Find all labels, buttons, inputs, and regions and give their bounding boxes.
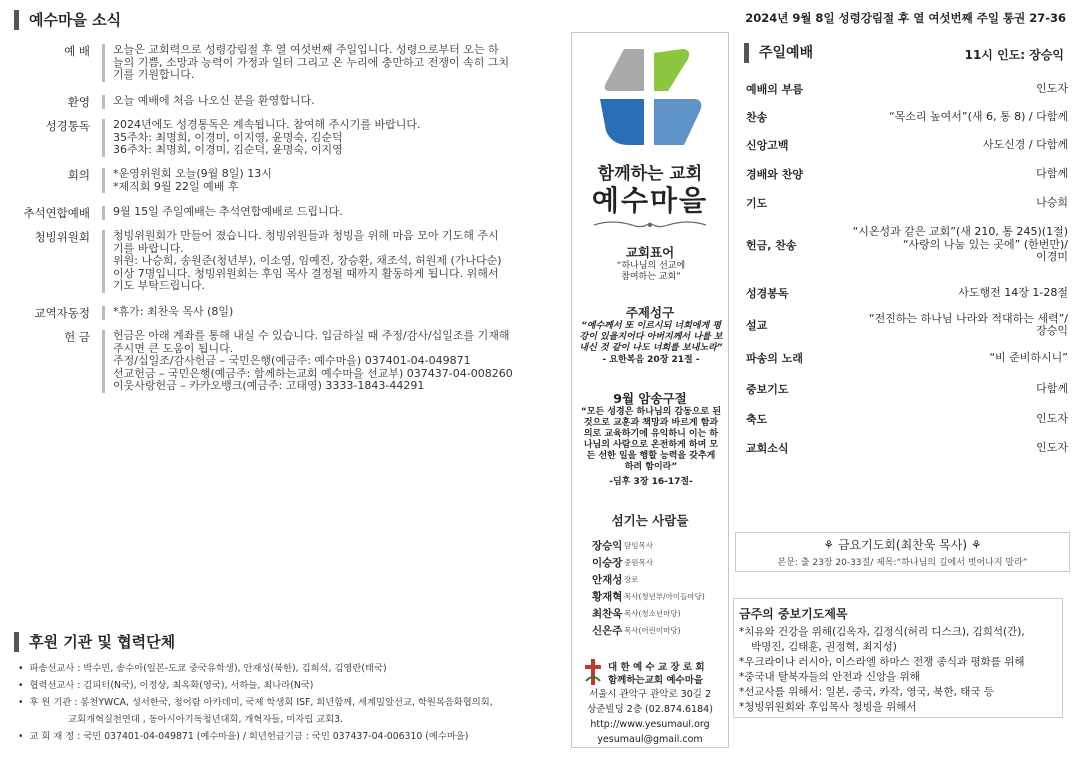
friday-prayer-sub: 본문: 출 23장 20-33절/ 제목:“하나님의 길에서 벗어나지 말라” <box>777 558 1028 568</box>
memory-verse-ref: -딤후 3장 16-17절- <box>609 477 693 487</box>
memory-verse-line: 나님의 사람으로 온전하게 하며 모 <box>583 440 719 450</box>
staff-list <box>592 537 722 639</box>
denomination-text <box>608 661 705 687</box>
prayer-item: *중국내 탈북자들의 안전과 신앙을 위해 <box>739 671 920 683</box>
worship-row <box>746 224 1068 266</box>
news-line: 기를 바랍니다. <box>113 241 184 255</box>
theme-verse-title: 주제성구 <box>625 305 675 320</box>
worship-item-value <box>1036 83 1068 96</box>
worship-value-line: 다함께 <box>1036 166 1068 180</box>
memory-verse-line: 것으로 교훈과 책망과 바르게 함과 <box>583 418 719 428</box>
news-item-search-committee <box>14 230 534 293</box>
worship-value-line: “시온성과 같은 교회”(새 210, 통 245)(1절) <box>852 225 1068 239</box>
worship-item-label: 찬송 <box>746 111 768 124</box>
staff-role: 담임목사 <box>624 541 653 550</box>
worship-section-title: 주일예배 <box>744 43 813 63</box>
worship-row <box>746 108 1068 126</box>
worship-value-line: 인도자 <box>1036 440 1068 454</box>
worship-value-line: 다함께 <box>1036 381 1068 395</box>
news-body <box>102 44 534 82</box>
sponsor-item: • 교 회 재 정 : 국민 037401-04-049871 (예수마을) / 희년헌금기금 : 국민 037437-04-006310 (예수마을) <box>18 728 538 745</box>
worship-item-value <box>1036 168 1068 181</box>
news-body <box>102 330 534 393</box>
news-line: 주정/십일조/감사헌금 – 국민은행(예금주: 예수마을) 037401-04-049871 <box>113 354 471 367</box>
news-body <box>102 168 534 193</box>
denomination <box>584 659 720 688</box>
news-line: 이상 7명입니다. 청빙위원회는 후임 목사 결정될 때까지 활동하게 됩니다. 위해서 <box>113 266 499 280</box>
worship-item-label: 기도 <box>746 197 768 210</box>
memory-verse-line: 하려 함이라” <box>624 462 678 472</box>
motto-line: 참여하는 교회” <box>621 272 681 282</box>
worship-item-label: 헌금, 찬송 <box>746 239 797 252</box>
news-line: 35주차: 최명희, 이경미, 이지영, 윤명숙, 김순덕 <box>113 130 343 144</box>
worship-value-line: 이경미 <box>1036 250 1068 264</box>
worship-value-line: 인도자 <box>1036 81 1068 95</box>
worship-value-line: 나승희 <box>1036 195 1068 209</box>
news-line: *운영위원회 오늘(9월 8일) 13시 <box>113 167 272 180</box>
news-line: *휴가: 최찬욱 목사 (8일) <box>113 305 234 318</box>
news-label: 회의 <box>67 168 90 182</box>
worship-item-label: 축도 <box>746 413 768 426</box>
prayer-item: *치유와 건강을 위해(김옥자, 김정식(허리 디스크), 김희석(간), <box>739 626 1025 638</box>
news-line: 36주차: 최명희, 이경미, 김순덕, 윤명숙, 이지영 <box>113 143 343 156</box>
phone-line: 상준빌딩 2층 (02.874.6184) <box>587 704 713 715</box>
worship-value-line: 인도자 <box>1036 411 1068 425</box>
news-item-pastor-news <box>14 306 534 320</box>
worship-item-label: 중보기도 <box>746 383 789 396</box>
cross-emblem-icon <box>584 659 602 688</box>
worship-row <box>746 80 1068 98</box>
friday-prayer-title: ⚘ 금요기도회(최찬욱 목사) ⚘ <box>823 538 982 552</box>
worship-item-value <box>1036 442 1068 455</box>
news-item-chuseok <box>14 206 534 220</box>
staff-row <box>592 537 722 554</box>
news-body <box>102 119 534 157</box>
worship-value-line: “전진하는 하나님 나라와 적대하는 세력”/ <box>868 311 1068 325</box>
news-line: 이웃사랑헌금 – 카카오뱅크(예금주: 고태영) 3333-1843-44291 <box>113 379 425 392</box>
worship-value-line: “비 준비하시니” <box>989 350 1068 364</box>
worship-item-value <box>1036 383 1068 396</box>
news-item-welcome <box>14 95 534 109</box>
news-line: 9월 15일 주일예배는 추석연합예배로 드립니다. <box>113 205 343 218</box>
bulletin-date-line: 2024년 9월 8일 성령강림절 후 열 여섯번째 주일 통권 27-36 <box>745 11 1066 25</box>
staff-role: 장로 <box>624 575 639 584</box>
church-sub-name: 함께하는 교회 <box>597 164 703 184</box>
news-line: 2024년에도 성경통독은 계속됩니다. 참여해 주시기를 바랍니다. <box>113 118 421 131</box>
sponsor-item: • 협력선교사 : 김피터(N국), 이정상, 최옥화(영국), 서하늘, 최나라(N국) <box>18 677 538 694</box>
church-info-panel <box>571 32 729 748</box>
sponsors-list <box>18 660 538 745</box>
staff-role: 목사(청소년마당) <box>624 609 681 618</box>
staff-name: 황재혁 <box>592 591 623 603</box>
theme-verse-line: 내신 것 같이 나도 너희를 보내노라” <box>579 343 723 353</box>
sponsor-item: • 파송선교사 : 박수민, 송수아(일본-도쿄 중국유학생), 안재성(북한), 김희석, 김영란(태국) <box>18 660 538 677</box>
worship-value-line: 장승익 <box>1036 324 1068 337</box>
news-label: 교역자동정 <box>34 306 90 320</box>
denomination-line: 대 한 예 수 교 장 로 회 <box>608 661 705 673</box>
news-item-bible-reading <box>14 119 534 157</box>
prayer-item: *선교사를 위해서: 일본, 중국, 카작, 영국, 북한, 태국 등 <box>739 686 995 698</box>
news-line: 헌금은 아래 계좌를 통해 내실 수 있습니다. 입금하실 때 주정/감사/십일조를 기재해 <box>113 329 510 342</box>
worship-row <box>746 194 1068 212</box>
worship-row <box>746 136 1068 154</box>
worship-row <box>746 380 1068 398</box>
worship-item-label: 설교 <box>746 319 768 332</box>
sponsor-item-continued: 교회개혁실천연대 , 동아시아기독청년대회, 개혁자들, 미자립 교회3. <box>68 714 343 725</box>
news-item-meeting <box>14 168 534 193</box>
friday-prayer-box <box>735 532 1070 572</box>
staff-name: 이승장 <box>592 557 623 569</box>
worship-item-value <box>958 287 1068 300</box>
worship-item-label: 성경봉독 <box>746 287 789 300</box>
website-link[interactable]: http://www.yesumaul.org <box>590 719 710 730</box>
sponsor-item: • 후 원 기관 : 봉천YWCA, 성서한국, 청어람 아카데미, 국제 학생회 ISF, 희년함께, 세계밀알선교, 학원복음화협의회, <box>18 694 538 711</box>
prayer-requests-title: 금주의 중보기도제목 <box>739 607 848 621</box>
staff-name: 신은주 <box>592 625 623 637</box>
church-address <box>572 687 728 747</box>
worship-value-line: “목소리 높여서”(새 6, 통 8) / 다함께 <box>888 109 1068 123</box>
worship-row <box>746 410 1068 428</box>
prayer-item-continued: 박명진, 김태훈, 권정혁, 최지성) <box>751 641 897 653</box>
worship-item-value <box>989 352 1068 365</box>
church-logo <box>592 45 708 153</box>
worship-row <box>746 439 1068 457</box>
flourish-divider-icon <box>592 219 708 231</box>
news-label: 성경통독 <box>45 119 90 133</box>
staff-row <box>592 622 722 639</box>
theme-verse-ref: - 요한복음 20장 21절 - <box>602 355 700 365</box>
news-label: 청빙위원회 <box>34 230 90 244</box>
news-line: 늘의 기쁨, 소망과 능력이 가정과 일터 그리고 온 누리에 충만하고 전쟁이 속히 그치 <box>113 55 510 69</box>
news-body <box>102 230 534 293</box>
church-name: 예수마을 <box>591 184 709 217</box>
staff-name: 안재성 <box>592 574 623 586</box>
news-item-worship <box>14 44 534 82</box>
staff-row <box>592 571 722 588</box>
worship-value-line: 사도신경 / 다함께 <box>982 137 1068 151</box>
news-line: 오늘 예배에 처음 나오신 분을 환영합니다. <box>113 94 315 107</box>
news-line: 청빙위원회가 만들어 졌습니다. 청빙위원들과 청빙을 위해 마음 모아 기도해 주시 <box>113 229 499 242</box>
worship-row <box>746 165 1068 183</box>
news-body <box>102 306 534 320</box>
news-body <box>102 206 534 220</box>
worship-value-line: 사도행전 14장 1-28절 <box>958 285 1068 299</box>
staff-name: 최찬욱 <box>592 608 623 620</box>
news-line: 기를 기원합니다. <box>113 68 195 81</box>
staff-row <box>592 554 722 571</box>
staff-title: 섬기는 사람들 <box>611 513 689 528</box>
news-line: 기도 부탁드립니다. <box>113 279 206 292</box>
theme-verse-line: “예수께서 또 이르시되 너희에게 평 <box>580 321 722 331</box>
worship-item-value <box>853 226 1068 264</box>
staff-row <box>592 588 722 605</box>
email-link[interactable]: yesumaul@gmail.com <box>597 734 703 745</box>
worship-item-label: 파송의 노래 <box>746 352 803 365</box>
news-label: 헌 금 <box>64 330 90 344</box>
staff-row <box>592 605 722 622</box>
news-line: *제직회 9월 22일 예배 후 <box>113 179 239 193</box>
news-line: 선교헌금 – 국민은행(예금주: 함께하는교회 예수마을 선교부) 037437-04-008260 <box>113 366 513 380</box>
address-line: 서울시 관악구 관악로 30길 2 <box>589 689 711 700</box>
news-body <box>102 95 534 109</box>
news-label: 환영 <box>67 95 90 109</box>
staff-role: 목사(어린이마당) <box>624 626 681 635</box>
worship-leader: 11시 인도: 장승익 <box>964 48 1064 62</box>
worship-item-label: 예배의 부름 <box>746 83 803 96</box>
memory-verse-title: 9월 암송구절 <box>613 391 687 406</box>
memory-verse-line: 든 선한 일을 행할 능력을 갖추게 <box>586 451 716 461</box>
news-line: 주시면 큰 도움이 됩니다. <box>113 341 234 355</box>
staff-role: 중원목사 <box>624 558 653 567</box>
memory-verse-line: 의로 교육하기에 유익하니 이는 하 <box>583 429 719 439</box>
staff-role: 목사(청년부/아이들마당) <box>624 592 705 601</box>
staff-name: 장승익 <box>592 540 623 552</box>
news-section-title: 예수마을 소식 <box>14 10 121 30</box>
worship-row <box>746 349 1068 367</box>
news-item-offering <box>14 330 534 393</box>
motto-line: “하나님의 선교에 <box>616 261 686 271</box>
worship-item-label: 교회소식 <box>746 442 789 455</box>
news-label: 추석연합예배 <box>23 206 90 220</box>
worship-item-value <box>983 139 1068 152</box>
news-label: 예 배 <box>64 44 90 58</box>
theme-verse-line: 강이 있을지어다 아버지께서 나를 보 <box>579 332 723 342</box>
worship-item-value <box>869 313 1068 338</box>
worship-item-value <box>1036 413 1068 426</box>
memory-verse-line: “모든 성경은 하나님의 감동으로 된 <box>580 407 722 417</box>
news-line: 오늘은 교회력으로 성령강림절 후 열 여섯번째 주일입니다. 성령으로부터 오는 하 <box>113 43 499 56</box>
worship-item-value <box>889 111 1068 124</box>
motto-title: 교회표어 <box>625 245 675 260</box>
prayer-item: *우크라이나 러시아, 이스라엘 하마스 전쟁 종식과 평화를 위해 <box>739 656 1025 668</box>
prayer-item: *청빙위원회와 후임목사 청빙을 위해서 <box>739 701 917 713</box>
news-line: 위원: 나승희, 송원준(청년부), 이소영, 임예진, 장승환, 채조석, 허원제 (가나다순) <box>113 254 502 267</box>
worship-item-value <box>1036 197 1068 210</box>
worship-item-label: 경배와 찬양 <box>746 168 803 181</box>
worship-row <box>746 284 1068 302</box>
denomination-line: 함께하는교회 예수마을 <box>608 674 704 686</box>
prayer-requests-box <box>733 598 1063 718</box>
worship-value-line: “사랑의 나눔 있는 곳에” (한번만)/ <box>902 237 1068 251</box>
worship-row <box>746 311 1068 339</box>
sponsors-section-title: 후원 기관 및 협력단체 <box>14 632 175 652</box>
worship-item-label: 신앙고백 <box>746 139 789 152</box>
